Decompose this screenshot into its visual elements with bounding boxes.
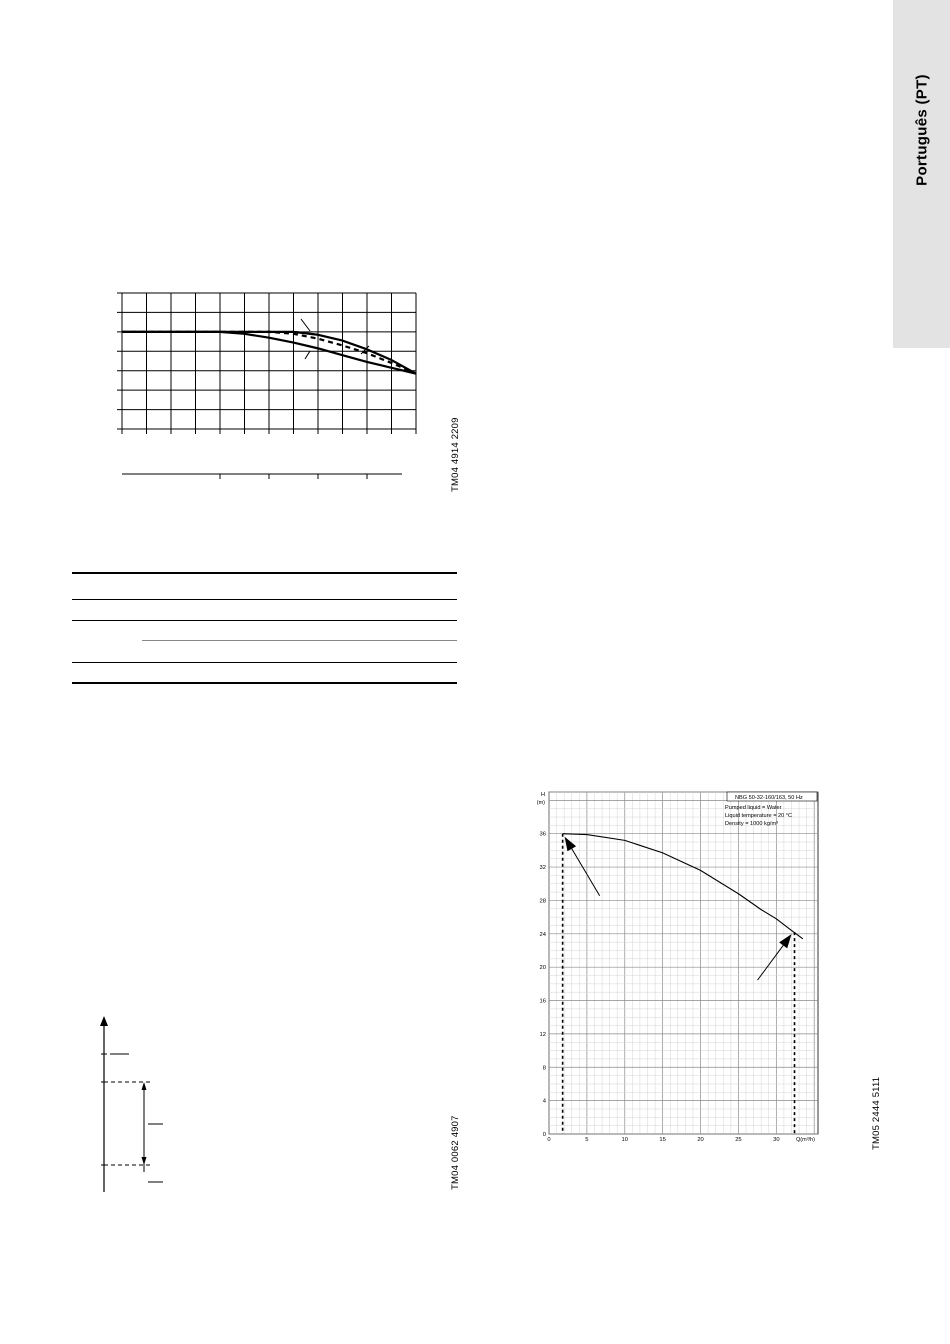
x-tick-label: 15 [659, 1137, 666, 1143]
axis-arrow-head [100, 1016, 108, 1026]
y-tick-label: 0 [542, 1132, 546, 1138]
curve-callout-2 [305, 351, 310, 359]
dimension-arrow-down [142, 1157, 147, 1165]
y-tick-label: 8 [542, 1065, 546, 1072]
table-rule [72, 662, 457, 663]
curve-callout-1 [301, 319, 310, 331]
y-axis-unit: (m) [536, 800, 545, 806]
y-tick-label: 24 [539, 931, 546, 938]
chart-title: NBG 50-32-160/163, 50 Hz [735, 795, 803, 801]
chart2-plot-area [549, 792, 818, 1134]
x-axis-label: Q(m³/h) [796, 1137, 815, 1143]
language-tab-label: Português (PT) [913, 74, 930, 186]
y-tick-label: 16 [539, 998, 546, 1005]
table-rule-top [72, 572, 457, 574]
x-tick-label: 20 [697, 1137, 704, 1143]
y-tick-label: 32 [539, 865, 546, 872]
x-tick-label: 0 [547, 1137, 551, 1143]
y-tick-label: 20 [539, 965, 546, 972]
figure-code-2: TM04 0062 4907 [450, 1115, 461, 1190]
x-tick-label: 10 [621, 1137, 629, 1143]
y-tick-label: 12 [539, 1031, 546, 1038]
pressure-diagram [90, 1012, 200, 1197]
pump-curve-chart [530, 788, 830, 1148]
figure-code-1: TM04 4914 2209 [450, 417, 461, 492]
y-tick-label: 4 [542, 1098, 546, 1105]
y-tick-label: 36 [539, 831, 546, 838]
table-rule [72, 599, 457, 600]
dimension-arrow-up [142, 1082, 147, 1090]
characteristic-curves-chart [110, 288, 430, 488]
chart1-secondary-axis [122, 474, 402, 479]
chart-annotation: Density = 1000 kg/m³ [725, 821, 779, 827]
chart2-grid [549, 792, 818, 1134]
table-rule [72, 620, 457, 621]
language-tab[interactable] [893, 0, 950, 348]
x-tick-label: 30 [773, 1137, 780, 1143]
table-rule-bottom [72, 682, 457, 684]
x-tick-label: 5 [585, 1137, 589, 1143]
figure-code-3: TM05 2444 5111 [871, 1076, 882, 1150]
chart-annotation: Pumped liquid = Water [725, 805, 782, 811]
y-axis-label: H [541, 792, 545, 798]
y-tick-label: 28 [539, 898, 546, 905]
chart-annotation: Liquid temperature = 20 °C [725, 813, 793, 819]
table-rule-partial [142, 640, 457, 641]
x-tick-label: 25 [735, 1137, 742, 1143]
